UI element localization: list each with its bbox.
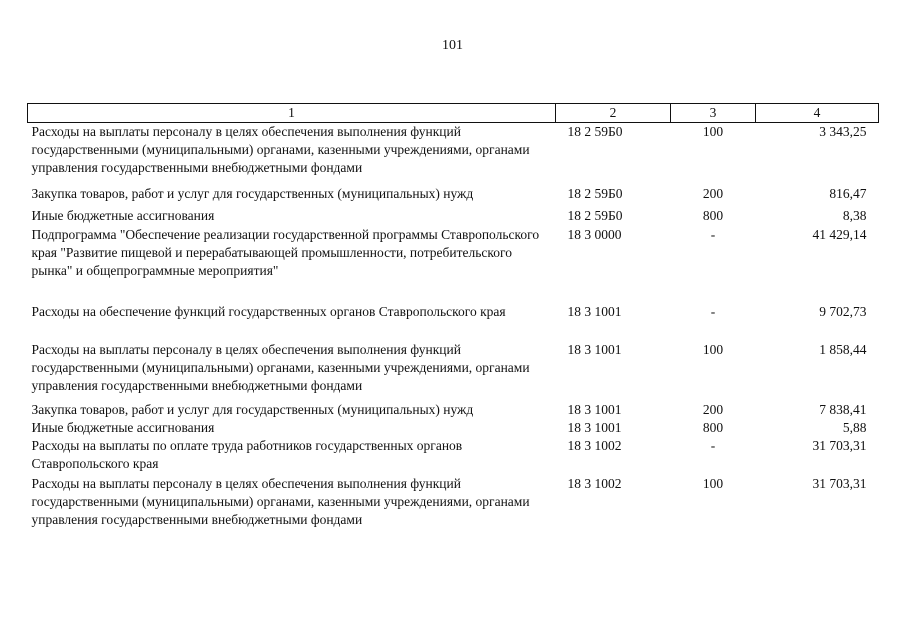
- row-amount: 31 703,31: [812, 475, 867, 491]
- row-amount: 7 838,41: [819, 401, 867, 417]
- row-code: 18 3 1001: [567, 303, 622, 319]
- budget-table: [27, 103, 879, 531]
- row-expense-type: 800: [702, 207, 724, 223]
- table-row: [28, 303, 879, 341]
- table-row: [28, 185, 879, 207]
- row-code: 18 2 59Б0: [567, 185, 623, 201]
- row-code: 18 3 1001: [567, 401, 622, 417]
- row-amount: 3 343,25: [819, 124, 867, 139]
- table-row: [28, 207, 879, 226]
- row-name: Иные бюджетные ассигнования: [31, 419, 215, 435]
- row-name: Закупка товаров, работ и услуг для государственных (муниципальных) нужд: [31, 185, 474, 201]
- row-name: Расходы на выплаты по оплате труда работников государственных органов Ставропольского края: [31, 437, 463, 471]
- row-code: 18 2 59Б0: [567, 124, 623, 139]
- header-col-1: 1: [28, 104, 556, 123]
- row-expense-type: 100: [702, 124, 724, 139]
- row-amount: 41 429,14: [812, 226, 867, 242]
- row-name: Закупка товаров, работ и услуг для государственных (муниципальных) нужд: [31, 401, 474, 417]
- row-expense-type: 200: [702, 185, 724, 201]
- table-header-row: [28, 104, 879, 123]
- table-row: [28, 475, 879, 531]
- row-name: Расходы на обеспечение функций государственных органов Ставропольского края: [31, 303, 506, 319]
- row-name: Расходы на выплаты персоналу в целях обеспечения выполнения функций государственными (муниципальными) органами, казенными учреждениями, органами управления государственными внебюджетными фондами: [31, 124, 530, 175]
- table-row: [28, 419, 879, 437]
- row-name: Подпрограмма "Обеспечение реализации государственной программы Ставропольского края "Развитие пищевой и перерабатывающей промышленности, потребительского рынка" и общепрограммные мероприятия": [31, 226, 540, 278]
- page-number: 101: [442, 38, 463, 53]
- row-name: Расходы на выплаты персоналу в целях обеспечения выполнения функций государственными (муниципальными) органами, казенными учреждениями, органами управления государственными внебюджетными фондами: [31, 341, 530, 393]
- row-expense-type: 200: [702, 401, 724, 417]
- row-expense-type: 100: [702, 341, 724, 357]
- row-name: Иные бюджетные ассигнования: [31, 207, 215, 223]
- row-name: Расходы на выплаты персоналу в целях обеспечения выполнения функций государственными (муниципальными) органами, казенными учреждениями, органами управления государственными внебюджетными фондами: [31, 475, 530, 527]
- row-code: 18 2 59Б0: [567, 207, 623, 223]
- row-amount: 1 858,44: [819, 341, 867, 357]
- row-expense-type: 100: [702, 475, 724, 491]
- row-code: 18 3 1002: [567, 437, 622, 453]
- row-amount: 5,88: [842, 419, 867, 435]
- row-amount: 8,38: [842, 207, 867, 223]
- row-amount: 9 702,73: [819, 303, 867, 319]
- row-expense-type: -: [710, 303, 716, 319]
- header-col-2: 2: [556, 104, 671, 123]
- row-expense-type: -: [710, 437, 716, 453]
- row-code: 18 3 1002: [567, 475, 622, 491]
- table-row: [28, 123, 879, 185]
- table-row: [28, 437, 879, 475]
- header-col-4: 4: [756, 104, 879, 123]
- table-row: [28, 226, 879, 303]
- row-expense-type: 800: [702, 419, 724, 435]
- row-amount: 816,47: [829, 185, 867, 201]
- row-amount: 31 703,31: [812, 437, 867, 453]
- table-row: [28, 401, 879, 419]
- row-code: 18 3 0000: [567, 226, 622, 242]
- table-row: [28, 341, 879, 401]
- row-expense-type: -: [710, 226, 716, 242]
- row-code: 18 3 1001: [567, 419, 622, 435]
- header-col-3: 3: [671, 104, 756, 123]
- row-code: 18 3 1001: [567, 341, 622, 357]
